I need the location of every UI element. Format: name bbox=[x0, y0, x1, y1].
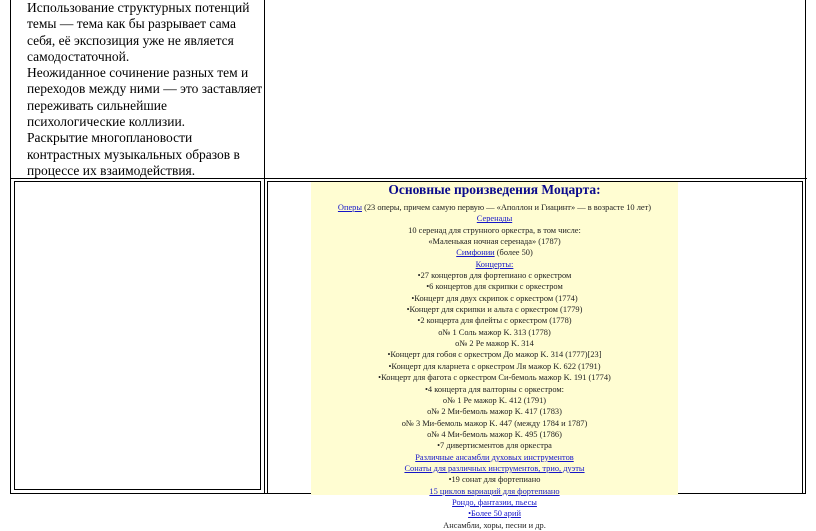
symphonies-link[interactable]: Симфонии bbox=[456, 248, 495, 258]
concerto-item: о№ 3 Ми-бемоль мажор K. 447 (между 1784 и 1787) bbox=[401, 418, 588, 428]
image-cell bbox=[267, 181, 803, 530]
description-paragraph-1: Использование структурных потенций темы — тема как бы разрывает сама себя, её экспозиция уже не является самодостаточной. bbox=[27, 0, 250, 64]
concerto-item: о№ 4 Ми-бемоль мажор K. 495 (1786) bbox=[427, 429, 562, 439]
concerto-item: •Концерт для гобоя с оркестром До мажор K. 314 (1777)[23] bbox=[387, 350, 602, 360]
serenades-text-2: «Маленькая ночная серенада» (1787) bbox=[428, 237, 561, 247]
arias-link[interactable]: •Более 50 арий bbox=[468, 509, 521, 519]
concerto-item: о№ 1 Ре мажор K. 412 (1791) bbox=[442, 395, 547, 405]
concerto-item: •Концерт для фагота с оркестром Си-бемоль мажор K. 191 (1774) bbox=[378, 373, 611, 383]
concerto-item: •7 дивертисментов для оркестра bbox=[437, 441, 552, 451]
empty-inner-cell bbox=[14, 181, 261, 490]
ensembles-link[interactable]: Различные ансамбли духовых инструментов bbox=[415, 452, 574, 462]
serenades-text-1: 10 серенад для струнного оркестра, в том числе: bbox=[408, 225, 581, 235]
table-column-divider bbox=[264, 0, 265, 494]
concerto-item: •2 концерта для флейты с оркестром (1778) bbox=[417, 316, 572, 326]
rondo-link[interactable]: Рондо, фантазии, пьесы bbox=[452, 497, 537, 507]
concerto-item: •4 концерта для валторны с оркестром: bbox=[425, 384, 564, 394]
concerto-item: о№ 2 Ре мажор K. 314 bbox=[455, 339, 534, 349]
concerto-item: •6 концертов для скрипки с оркестром bbox=[426, 282, 563, 292]
last-line-text: Ансамбли, хоры, песни и др. bbox=[443, 520, 546, 530]
operas-text: (23 оперы, причем самую первую — «Аполлон и Гиацинт» — в возрасте 10 лет) bbox=[361, 203, 652, 212]
page-table bbox=[10, 0, 806, 530]
symphonies-text: (более 50) bbox=[494, 248, 533, 258]
concerto-item: •Концерт для кларнета с оркестром Ля мажор K. 622 (1791) bbox=[388, 361, 601, 371]
concerto-item: •Концерт для двух скрипок с оркестром (1774) bbox=[411, 293, 578, 303]
variations-link[interactable]: 15 циклов вариаций для фортепиано bbox=[429, 486, 560, 496]
concerto-item: •27 концертов для фортепиано с оркестром bbox=[417, 271, 572, 281]
description-paragraph-2: Неожиданное сочинение разных тем и переходов между ними — это заставляет переживать сильнейшие психологические коллизии. bbox=[27, 65, 263, 130]
panel-title: Основные произведения Моцарта: bbox=[388, 182, 601, 197]
concerto-item: о№ 1 Соль мажор K. 313 (1778) bbox=[438, 327, 551, 337]
sonatas-link[interactable]: Сонаты для различных инструментов, трио, дуэты bbox=[404, 463, 585, 473]
serenades-link[interactable]: Серенады bbox=[476, 214, 513, 224]
operas-line bbox=[311, 202, 678, 213]
mozart-works-panel bbox=[311, 182, 678, 530]
description-paragraph-3: Раскрытие многоплановости контрастных музыкальных образов в процессе их взаимодействия. bbox=[27, 130, 240, 178]
description-cell bbox=[27, 0, 263, 179]
concerto-item: о№ 2 Ми-бемоль мажор K. 417 (1783) bbox=[427, 407, 562, 417]
concertos-link[interactable]: Концерты: bbox=[475, 259, 514, 269]
operas-link[interactable]: Оперы bbox=[337, 203, 362, 212]
concerto-item: •Концерт для скрипки и альта с оркестром (1779) bbox=[406, 305, 583, 315]
piano-sonatas-text: •19 сонат для фортепиано bbox=[448, 475, 541, 485]
